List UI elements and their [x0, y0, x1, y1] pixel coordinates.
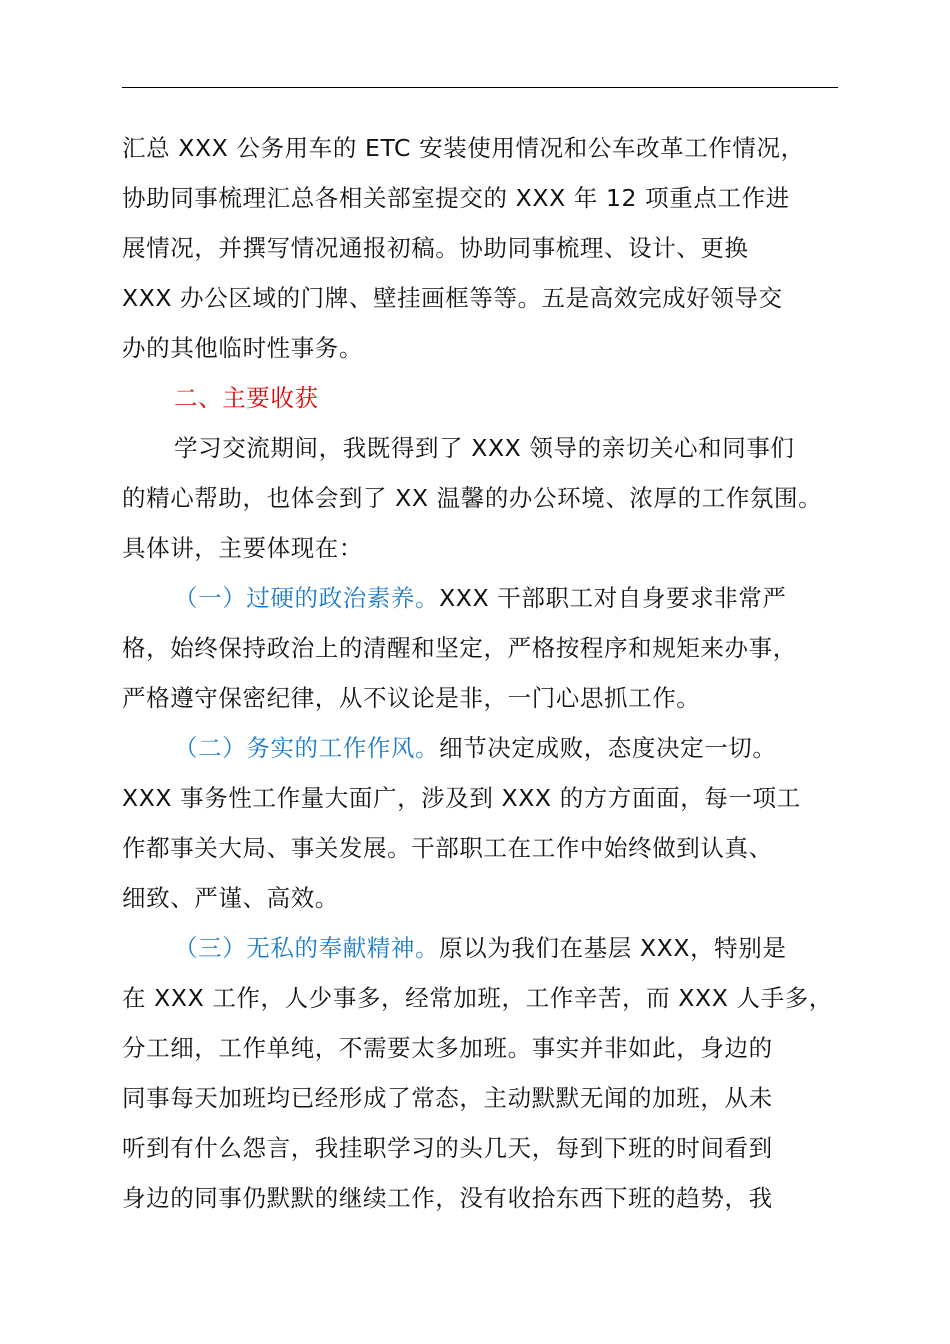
paragraph-text: XXX 干部职工对自身要求非常严	[439, 584, 787, 612]
paragraph-line: 听到有什么怨言，我挂职学习的头几天，每到下班的时间看到	[122, 1134, 773, 1162]
paragraph-line: 分工细，工作单纯，不需要太多加班。事实并非如此，身边的	[122, 1034, 773, 1062]
body-text	[122, 123, 842, 1223]
subsection-heading: （二）务实的工作作风。	[174, 734, 440, 762]
paragraph-line	[122, 723, 842, 773]
header-rule	[122, 87, 838, 88]
paragraph-line: 细致、严谨、高效。	[122, 884, 339, 912]
paragraph-line: 在 XXX 工作，人少事多，经常加班，工作辛苦，而 XXX 人手多，	[122, 984, 833, 1012]
paragraph-line: 具体讲，主要体现在：	[122, 534, 363, 562]
paragraph-line: 汇总 XXX 公务用车的 ETC 安装使用情况和公车改革工作情况，	[122, 134, 805, 162]
paragraph-line: 展情况，并撰写情况通报初稿。协助同事梳理、设计、更换	[122, 234, 749, 262]
paragraph-line: 严格遵守保密纪律，从不议论是非，一门心思抓工作。	[122, 684, 701, 712]
paragraph-line: 协助同事梳理汇总各相关部室提交的 XXX 年 12 项重点工作进	[122, 184, 790, 212]
paragraph-line: 办的其他临时性事务。	[122, 334, 363, 362]
subsection-heading: （一）过硬的政治素养。	[174, 584, 440, 612]
paragraph-line	[122, 573, 842, 623]
paragraph-line: XXX 办公区域的门牌、壁挂画框等等。五是高效完成好领导交	[122, 284, 783, 312]
paragraph-line: 同事每天加班均已经形成了常态，主动默默无闻的加班，从未	[122, 1084, 773, 1112]
paragraph-line: 身边的同事仍默默的继续工作，没有收拾东西下班的趋势，我	[122, 1184, 773, 1212]
paragraph-line: 作都事关大局、事关发展。干部职工在工作中始终做到认真、	[122, 834, 773, 862]
paragraph-line: 格，始终保持政治上的清醒和坚定，严格按程序和规矩来办事，	[122, 634, 797, 662]
section-heading: 二、主要收获	[174, 384, 319, 412]
paragraph-text: 原以为我们在基层 XXX，特别是	[439, 934, 787, 962]
paragraph-line: 的精心帮助，也体会到了 XX 温馨的办公环境、浓厚的工作氛围。	[122, 484, 823, 512]
paragraph-line	[122, 923, 842, 973]
paragraph-line: XXX 事务性工作量大面广，涉及到 XXX 的方方面面，每一项工	[122, 784, 801, 812]
subsection-heading: （三）无私的奉献精神。	[174, 934, 440, 962]
paragraph-line: 学习交流期间，我既得到了 XXX 领导的亲切关心和同事们	[174, 434, 795, 462]
paragraph-text: 细节决定成败，态度决定一切。	[439, 734, 777, 762]
